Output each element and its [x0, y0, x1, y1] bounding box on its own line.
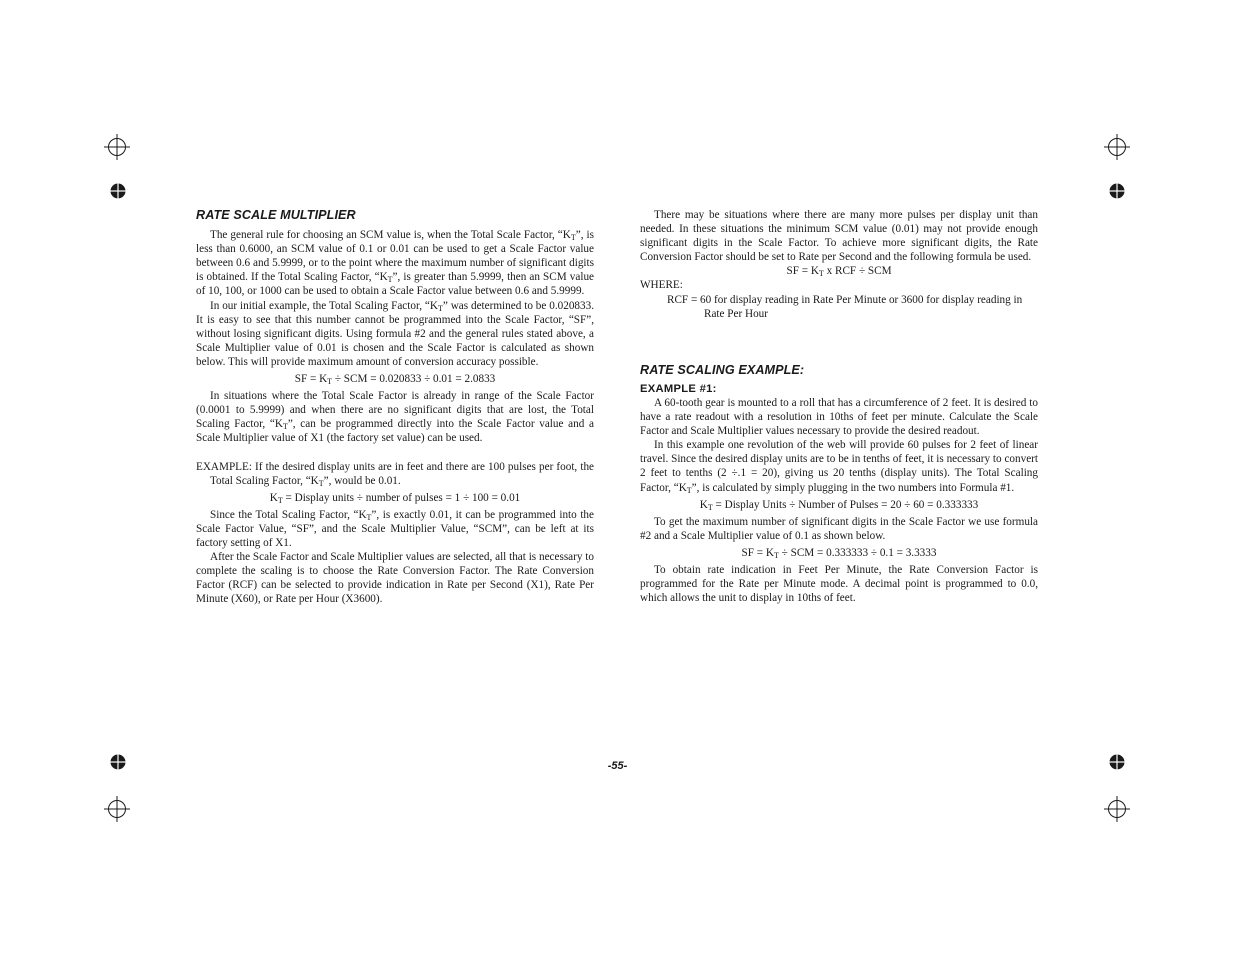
- section-heading-rate-scaling-example: RATE SCALING EXAMPLE:: [640, 362, 805, 377]
- crosshair-registration-mark-icon: [104, 796, 130, 822]
- paragraph-maximum-digits: To get the maximum number of significant digits in the Scale Factor we use formula #2 and a Scale Multiplier value of 0.1 as shown below.: [640, 515, 1038, 542]
- section-heading-rate-scale-multiplier: RATE SCALE MULTIPLIER: [196, 208, 356, 222]
- paragraph-scm-general-rule: The general rule for choosing an SCM value is, when the Total Scale Factor, “$K_T$”, is less than 0.6000, an SCM value of 0.1 or 0.01 can be used to get a Scale Factor value between 0.6 and 5.9999, or to the point where the maximum number of significant digits is obtained. If the Total Scaling Factor, “$K_T$”, is greater than 5.9999, then an SCM value of 10, 100, or 1000 can be used to obtain a Scale Factor value between 0.6 and 5.9999.: [196, 229, 594, 298]
- paragraph-in-range-situation: In situations where the Total Scale Factor is already in range of the Scale Factor (0.0001 to 5.9999) and when there are no significant digits that are lost, the Total Scaling Factor, “$K_T$”, can be programmed directly into the Scale Factor value and a Scale Multiplier value of X1 (the factory set value) can be used.: [196, 390, 595, 445]
- paragraph-many-pulses: There may be situations where there are many more pulses per display unit than needed. In these situations the minimum SCM value (0.01) may not provide enough significant digits in the Scale Factor. To achieve more significant digits, the Rate Conversion Factor should be set to Rate per Second and the following formula be used.: [640, 209, 1038, 264]
- paragraph-example-feet: EXAMPLE: If the desired display units are in feet and there are 100 pulses per foot, the Total Scaling Factor, “$K_T$”, would be 0.01.: [196, 460, 594, 488]
- paragraph-exactly-001: Since the Total Scaling Factor, “$K_T$”, is exactly 0.01, it can be programmed into the Scale Factor Value, “SF”, and the Scale Multiplier Value, “SCM”, can be left at its factory setting of X1.: [196, 508, 594, 549]
- paragraph-rate-conversion-factor: After the Scale Factor and Scale Multiplier values are selected, all that is necessary to complete the scaling is to choose the Rate Conversion Factor. The Rate Conversion Factor (RCF) can be selected to provide indication in Rate per Second (X1), Rate Per Minute (X60), or Rate per Hour (X3600).: [196, 551, 594, 606]
- rcf-definition: RCF = 60 for display reading in Rate Per Minute or 3600 for display reading in Rate Per Hour: [667, 293, 1023, 320]
- equation-sf-calculation: SF = $K_T$ ÷ SCM = 0.020833 ÷ 0.01 = 2.0833: [294, 373, 496, 387]
- where-label: WHERE:: [640, 279, 683, 292]
- subheading-example-1: EXAMPLE #1:: [640, 382, 717, 395]
- crosshair-registration-mark-icon: [104, 134, 130, 160]
- equation-sf-33333: SF = $K_T$ ÷ SCM = 0.333333 ÷ 0.1 = 3.3333: [741, 546, 937, 560]
- quadrant-registration-dot-icon: [1109, 183, 1125, 199]
- left-column: [196, 208, 594, 606]
- equation-kt-display-units: $K_T$ = Display units ÷ number of pulses = 1 ÷ 100 = 0.01: [269, 491, 521, 505]
- paragraph-feet-per-minute: To obtain rate indication in Feet Per Minute, the Rate Conversion Factor is programmed for the Rate per Minute mode. A decimal point is programmed to 0.0, which allows the unit to display in 10ths of feet.: [640, 563, 1038, 605]
- paragraph-one-revolution: In this example one revolution of the web will provide 60 pulses for 2 feet of linear travel. Since the desired display units are to be in tenths of feet, it is necessary to convert 2 feet to tenths (2 ÷.1 = 20), giving us 20 tenths (display units). The Total Scaling Factor, “$K_T$”, is calculated by simply plugging in the two numbers into Formula #1.: [640, 439, 1038, 495]
- right-column: [640, 208, 1038, 605]
- quadrant-registration-dot-icon: [110, 183, 126, 199]
- crosshair-registration-mark-icon: [1104, 134, 1130, 160]
- paragraph-initial-example: In our initial example, the Total Scaling Factor, “$K_T$” was determined to be 0.020833. It is easy to see that this number cannot be programmed into the Scale Factor, “SF”, without losing significant digits. Using formula #2 and the general rules stated above, a Scale Multiplier value of 0.01 is chosen and the Scale Factor is calculated as shown below. This will provide maximum amount of conversion accuracy possible.: [196, 299, 594, 368]
- equation-kt-20-over-60: $K_T$ = Display Units ÷ Number of Pulses = 20 ÷ 60 = 0.333333: [699, 498, 979, 512]
- crosshair-registration-mark-icon: [1104, 796, 1130, 822]
- equation-sf-rcf: SF = $K_T$ x RCF ÷ SCM: [786, 265, 892, 279]
- page-number: -55-: [607, 760, 628, 772]
- paragraph-gear-description: A 60-tooth gear is mounted to a roll that has a circumference of 2 feet. It is desired to have a rate readout with a resolution in 10ths of feet per minute. Calculate the Scale Factor and Scale Multiplier values necessary to provide the desired readout.: [640, 396, 1038, 438]
